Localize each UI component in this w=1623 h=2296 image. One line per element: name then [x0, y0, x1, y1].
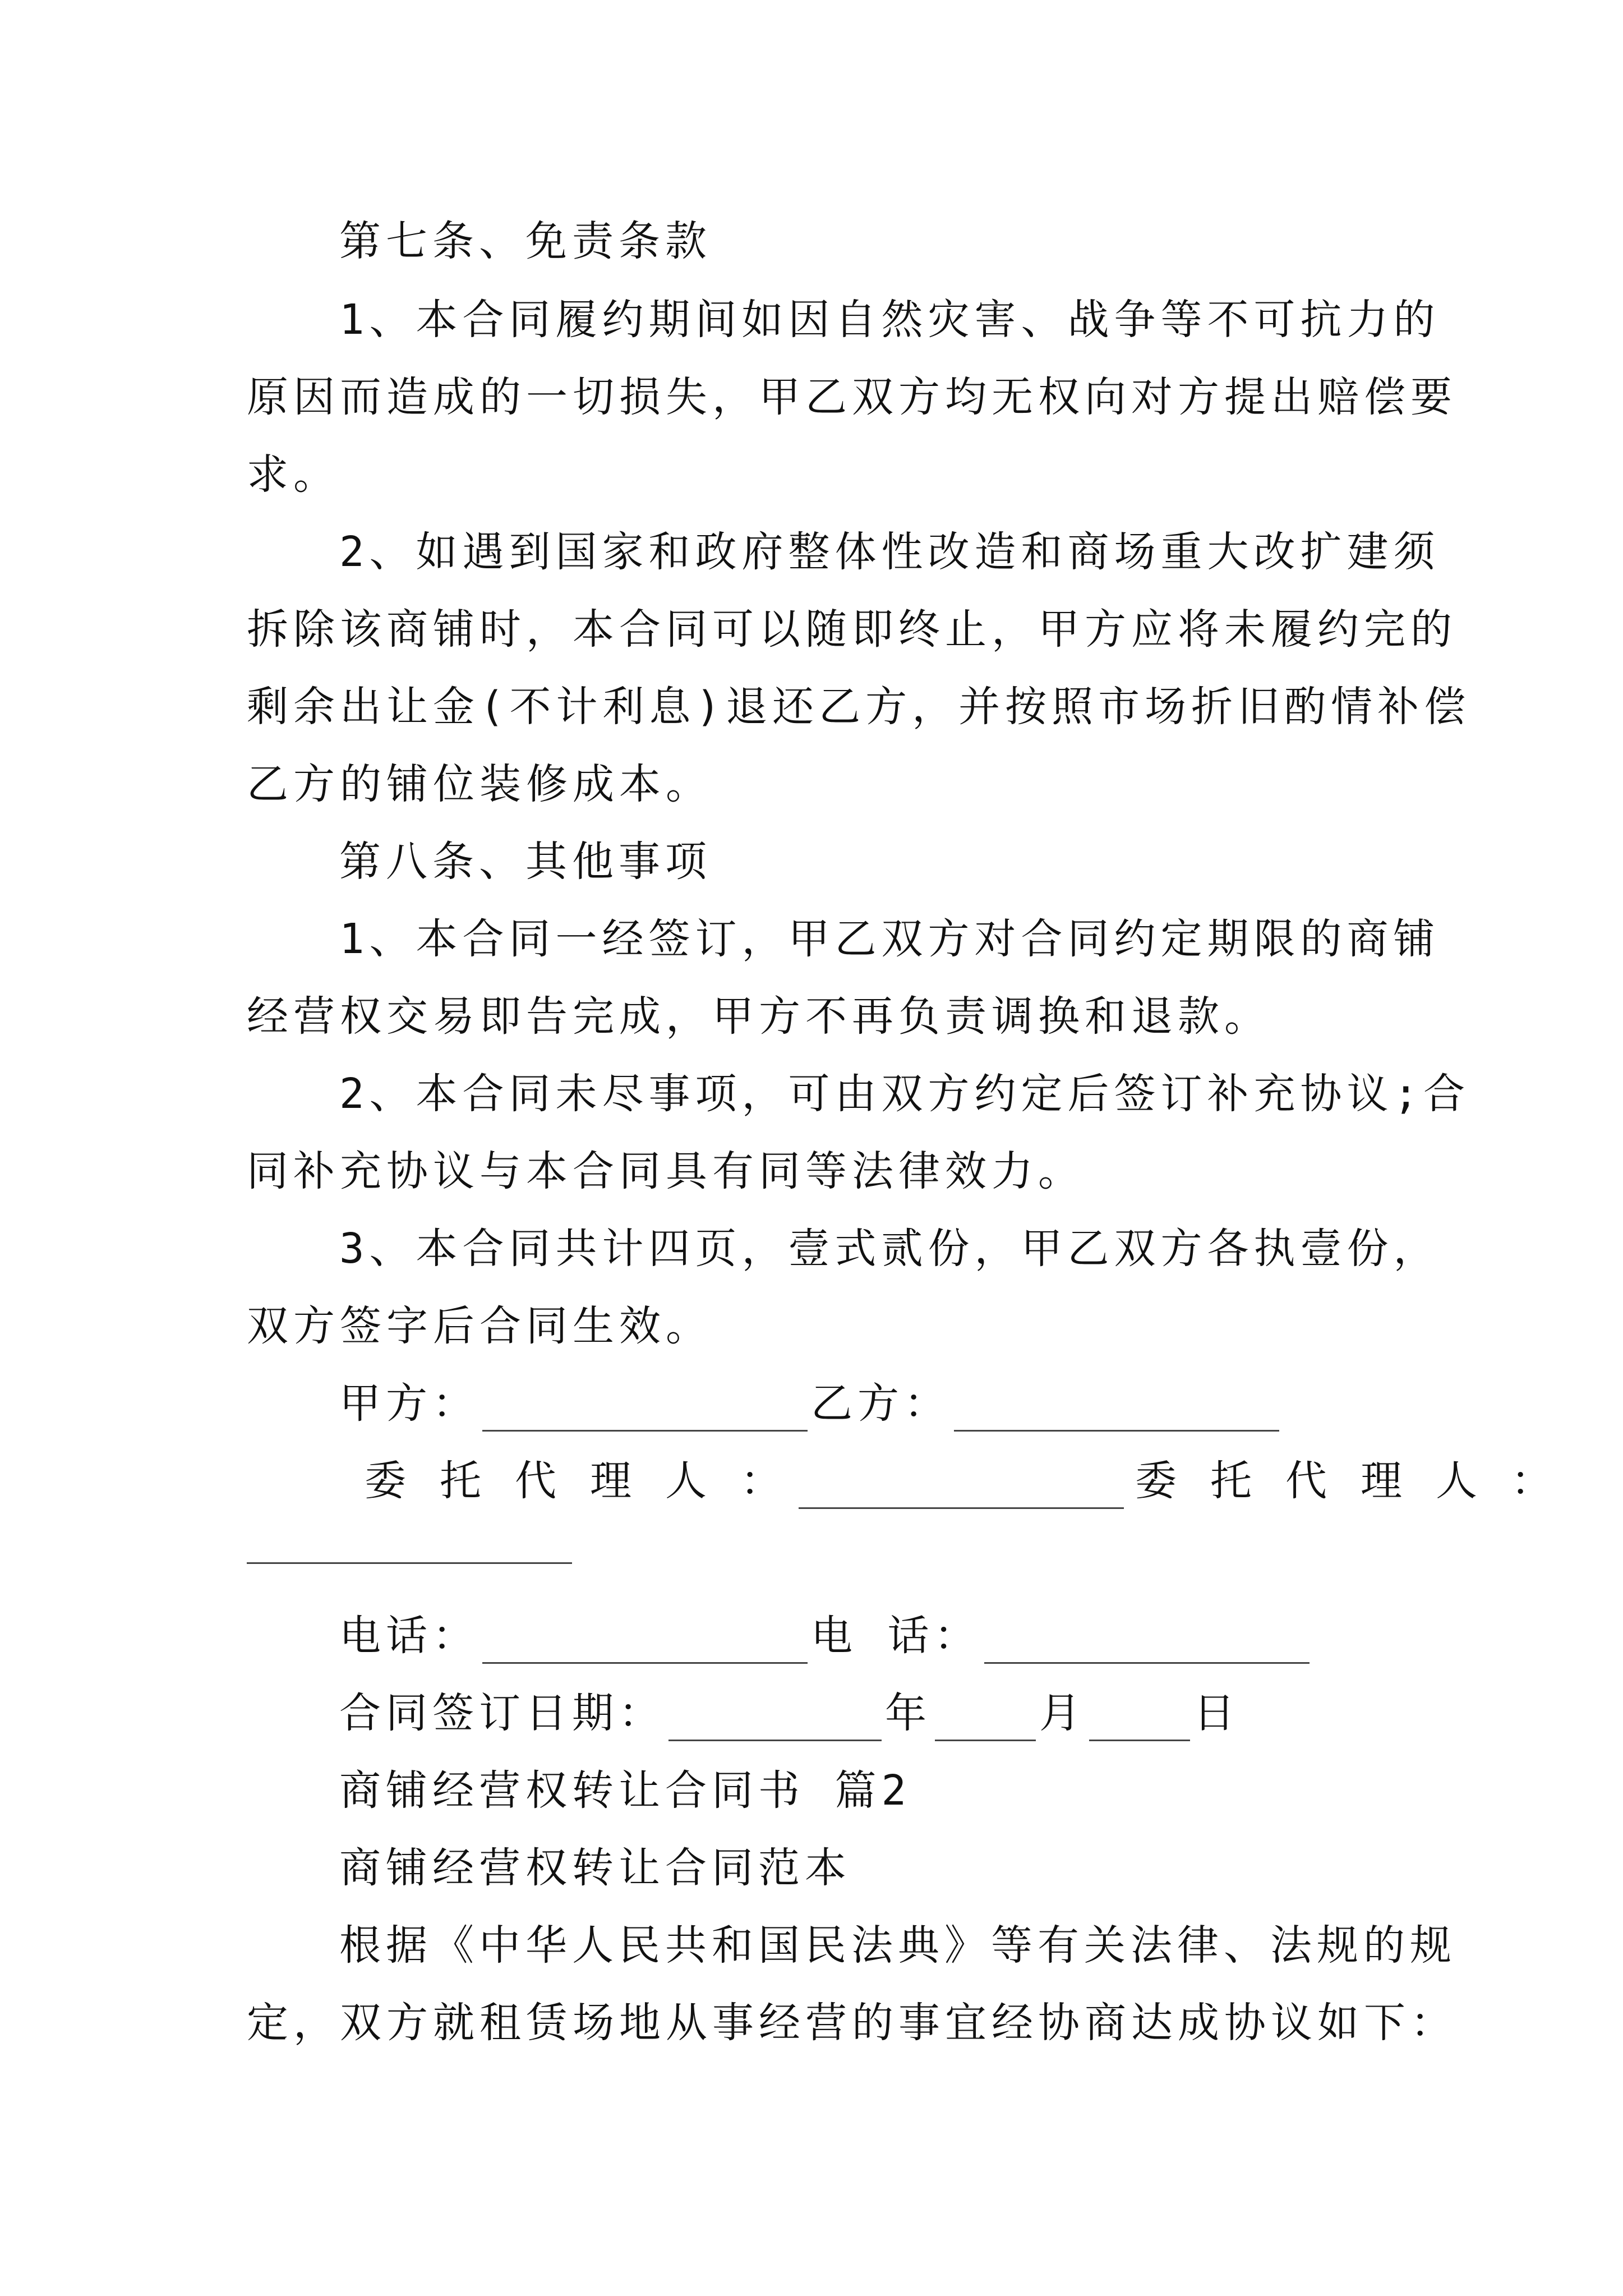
article7-p2-line2: 拆除该商铺时，本合同可以随即终止，甲方应将未履约完的: [247, 605, 1457, 654]
phone-a-blank[interactable]: [482, 1623, 808, 1664]
party-b-blank[interactable]: [954, 1391, 1279, 1432]
sign-day-blank[interactable]: [1089, 1700, 1190, 1741]
party-b-label: 乙方：: [811, 1379, 951, 1428]
sign-date-label: 合同签订日期：: [339, 1689, 665, 1737]
party-signature-row: [339, 1375, 1283, 1432]
article7-p1-line2: 原因而造成的一切损失，甲乙双方均无权向对方提出赔偿要: [247, 373, 1457, 421]
article8-p3-line1: 3、本合同共计四页，壹式贰份，甲乙双方各执壹份，: [339, 1225, 1440, 1273]
sign-year-label: 年: [885, 1689, 932, 1737]
part2-intro-line2: 定，双方就租赁场地从事经营的事宜经协商达成协议如下：: [247, 1999, 1457, 2047]
sign-month-label: 月: [1039, 1689, 1086, 1737]
sign-year-blank[interactable]: [668, 1700, 882, 1741]
part2-intro-line1: 根据《中华人民共和国民法典》等有关法律、法规的规: [339, 1921, 1456, 1970]
phone-a-label: 电话：: [339, 1612, 479, 1660]
article8-p3-line2: 双方签字后合同生效。: [247, 1302, 712, 1350]
part2-subtitle: 商铺经营权转让合同范本: [339, 1844, 851, 1892]
article7-p1-line1: 1、本合同履约期间如因自然灾害、战争等不可抗力的: [339, 296, 1440, 344]
article7-p1-line3: 求。: [247, 450, 340, 499]
sign-date-row: [339, 1685, 1240, 1741]
agent-b-blank[interactable]: [247, 1523, 572, 1564]
sign-month-blank[interactable]: [935, 1700, 1036, 1741]
article8-p1-line2: 经营权交易即告完成，甲方不再负责调换和退款。: [247, 992, 1271, 1041]
agent-signature-row: [365, 1453, 1586, 1509]
party-a-label: 甲方：: [339, 1379, 479, 1428]
party-a-blank[interactable]: [482, 1391, 808, 1432]
agent-b-label: 委托代理人：: [1135, 1457, 1586, 1505]
phone-b-blank[interactable]: [984, 1623, 1310, 1664]
phone-row: [339, 1608, 1313, 1664]
article7-p2-line1: 2、如遇到国家和政府整体性改造和商场重大改扩建须: [339, 528, 1440, 576]
article8-heading: 第八条、其他事项: [339, 838, 712, 886]
article8-p2-line1: 2、本合同未尽事项，可由双方约定后签订补充协议;合: [339, 1070, 1470, 1118]
article8-p2-line2: 同补充协议与本合同具有同等法律效力。: [247, 1147, 1085, 1195]
agent-a-label: 委托代理人：: [365, 1457, 815, 1505]
part2-title: 商铺经营权转让合同书 篇2: [339, 1766, 912, 1815]
article8-p1-line1: 1、本合同一经签订，甲乙双方对合同约定期限的商铺: [339, 915, 1440, 963]
agent-a-blank[interactable]: [799, 1468, 1124, 1509]
article7-p2-line3: 剩余出让金(不计利息)退还乙方，并按照市场折旧酌情补偿: [247, 683, 1471, 731]
article7-p2-line4: 乙方的铺位装修成本。: [247, 760, 712, 808]
sign-day-label: 日: [1193, 1689, 1240, 1737]
article7-heading: 第七条、免责条款: [339, 217, 712, 265]
phone-b-label: 电 话：: [811, 1612, 981, 1660]
